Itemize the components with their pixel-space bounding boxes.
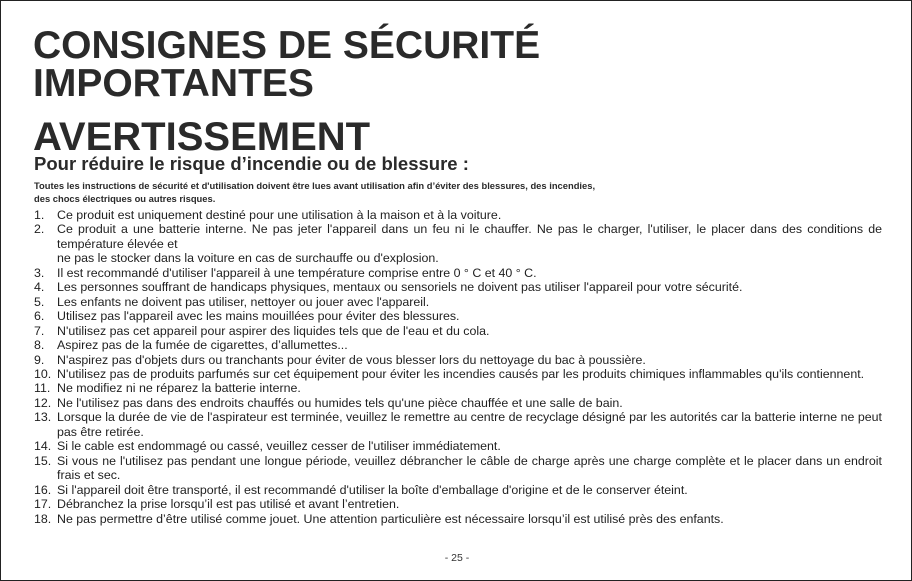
list-item	[34, 222, 882, 265]
item-text: Ne modifiez ni ne réparez la batterie interne.	[57, 381, 301, 396]
list-item	[34, 309, 882, 323]
title-line-1: CONSIGNES DE SÉCURITÉ	[33, 24, 541, 67]
list-item	[34, 208, 882, 222]
list-item	[34, 266, 882, 280]
list-item	[34, 497, 882, 511]
item-text: Ne l'utilisez pas dans des endroits chauffés ou humides tels qu'une pièce chauffée et une salle de bain.	[57, 395, 623, 410]
warning-heading: AVERTISSEMENT	[33, 115, 371, 159]
intro-line-1: Toutes les instructions de sécurité et d'utilisation doivent être lues avant utilisation afin d’éviter des blessures, des incendies,	[34, 180, 596, 191]
intro-line-2: des chocs électriques ou autres risques.	[34, 192, 216, 204]
page-number: - 25 -	[444, 552, 470, 564]
item-number: 6.	[34, 309, 45, 324]
list-item	[34, 381, 882, 395]
item-text: Ce produit a une batterie interne. Ne pas jeter l'appareil dans un feu ni le chauffer. Ne pas le charger, l'utiliser, le placer dans des conditions de température élevée et	[57, 222, 882, 251]
item-number: 7.	[34, 323, 45, 338]
item-number: 18.	[34, 511, 52, 526]
item-text: Si vous ne l'utilisez pas pendant une longue période, veuillez débrancher le câble de charge après une charge complète et le placer dans un endroit frais et sec.	[57, 453, 882, 483]
list-item	[34, 324, 882, 338]
item-number: 15.	[34, 453, 52, 468]
item-number: 10.	[34, 366, 52, 381]
item-number: 14.	[34, 439, 52, 454]
item-number: 8.	[34, 338, 45, 353]
list-item	[34, 439, 882, 453]
page-title	[33, 24, 541, 105]
item-text: Lorsque la durée de vie de l'aspirateur est terminée, veuillez le remettre au centre de recyclage désigné par les autorités car la batterie interne ne peut pas être retirée.	[57, 410, 882, 439]
item-text: Il est recommandé d'utiliser l'appareil à une température comprise entre 0 ° C et 40 ° C.	[57, 265, 537, 280]
safety-instructions-list	[34, 208, 882, 526]
list-item	[34, 295, 882, 309]
item-number: 4.	[34, 280, 45, 295]
item-text: N'aspirez pas d'objets durs ou tranchants pour éviter de vous blesser lors du nettoyage du bac à poussière.	[57, 352, 646, 367]
subtitle: Pour réduire le risque d’incendie ou de blessure :	[34, 153, 469, 174]
item-number: 2.	[34, 222, 45, 237]
item-number: 13.	[34, 410, 52, 425]
item-number: 1.	[34, 208, 45, 222]
item-text: Utilisez pas l'appareil avec les mains mouillées pour éviter des blessures.	[57, 309, 460, 324]
item-text: N'utilisez pas cet appareil pour aspirer des liquides tels que de l'eau et du cola.	[57, 323, 490, 338]
intro-text	[34, 180, 734, 205]
item-text: Les personnes souffrant de handicaps physiques, mentaux ou sensoriels ne doivent pas utiliser l'appareil pour votre sécurité.	[57, 280, 743, 295]
item-text: Aspirez pas de la fumée de cigarettes, d’allumettes...	[57, 338, 348, 353]
item-number: 12.	[34, 395, 52, 410]
list-item	[34, 338, 882, 352]
list-item	[34, 367, 882, 381]
list-item	[34, 353, 882, 367]
item-text: Si l'appareil doit être transporté, il est recommandé d'utiliser la boîte d'emballage d'origine et de le conserver éteint.	[57, 482, 688, 497]
item-number: 9.	[34, 352, 45, 367]
item-text: Si le cable est endommagé ou cassé, veuillez cesser de l'utiliser immédiatement.	[57, 439, 501, 454]
item-number: 16.	[34, 482, 52, 497]
item-number: 17.	[34, 497, 52, 512]
item-text: Débranchez la prise lorsqu’il est pas utilisé et avant l’entretien.	[57, 497, 400, 512]
item-text: N'utilisez pas de produits parfumés sur cet équipement pour éviter les incendies causés par les produits chimiques inflammables qu'ils contiennent.	[57, 366, 865, 381]
item-number: 3.	[34, 265, 45, 280]
list-item	[34, 280, 882, 294]
item-text: Ne pas permettre d’être utilisé comme jouet. Une attention particulière est nécessaire lorsqu’il est utilisé près des enfants.	[57, 511, 724, 526]
list-item	[34, 483, 882, 497]
item-number: 5.	[34, 294, 45, 309]
list-item	[34, 512, 882, 526]
list-item	[34, 454, 882, 483]
list-item	[34, 410, 882, 439]
item-text: Les enfants ne doivent pas utiliser, nettoyer ou jouer avec l'appareil.	[57, 294, 430, 309]
item-number: 11.	[34, 381, 51, 396]
title-line-2: IMPORTANTES	[33, 62, 314, 105]
list-item	[34, 396, 882, 410]
item-text-continued: ne pas le stocker dans la voiture en cas de surchauffe ou d'explosion.	[57, 251, 439, 266]
item-text: Ce produit est uniquement destiné pour une utilisation à la maison et à la voiture.	[57, 208, 502, 222]
